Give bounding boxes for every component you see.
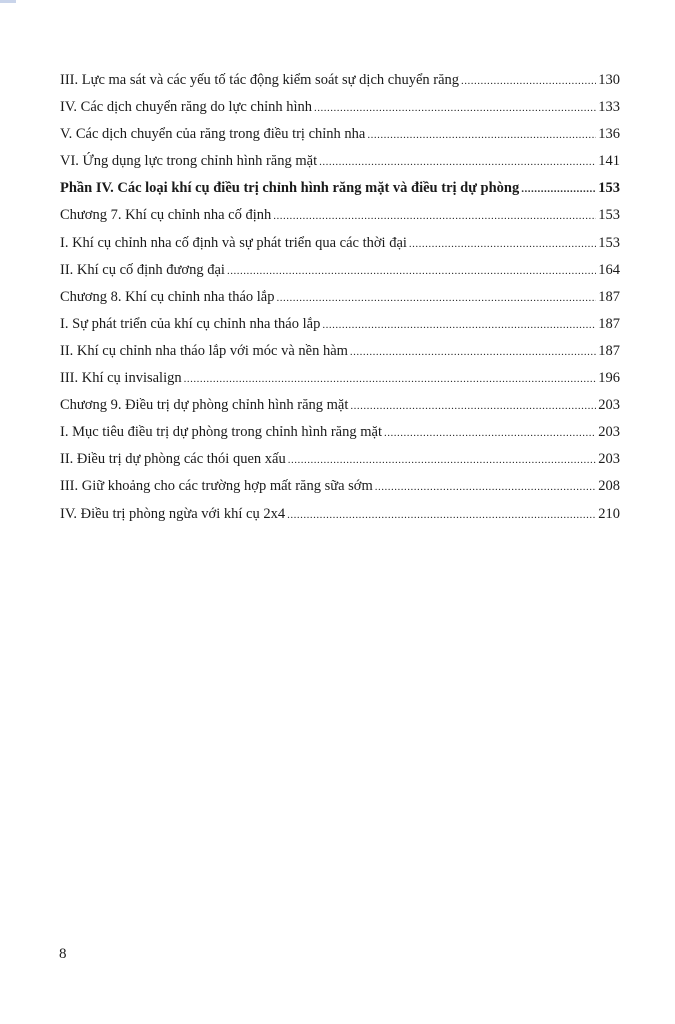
toc-entry-page: 203: [598, 424, 620, 441]
toc-entry-page: 136: [598, 126, 620, 143]
toc-entry-title: Chương 7. Khí cụ chỉnh nha cố định: [60, 207, 272, 224]
toc-dot-leader: [184, 369, 596, 389]
toc-entry-title: II. Điều trị dự phòng các thói quen xấu: [60, 451, 286, 468]
toc-entry: [60, 504, 620, 531]
toc-entry-page: 196: [598, 370, 620, 387]
toc-dot-leader: [521, 179, 596, 199]
toc-dot-leader: [314, 98, 596, 118]
toc-entry-page: 210: [598, 505, 620, 522]
toc-entry-title: I. Khí cụ chỉnh nha cố định và sự phát triển qua các thời đại: [60, 234, 407, 251]
toc-dot-leader: [288, 450, 596, 470]
toc-dot-leader: [276, 288, 596, 308]
toc-entry-title: Phần IV. Các loại khí cụ điều trị chỉnh hình răng mặt và điều trị dự phòng: [60, 180, 520, 197]
toc-entry-title: II. Khí cụ cố định đương đại: [60, 261, 225, 278]
toc-entry-page: 164: [598, 261, 620, 278]
toc-entry-page: 203: [598, 451, 620, 468]
toc-entry: [60, 124, 620, 151]
toc-entry-page: 208: [598, 478, 620, 495]
toc-chapter-entry: [60, 395, 620, 422]
toc-entry-page: 153: [598, 234, 620, 251]
toc-entry-page: 187: [598, 315, 620, 332]
toc-dot-leader: [350, 396, 596, 416]
toc-entry: [60, 97, 620, 124]
toc-entry-title: II. Khí cụ chỉnh nha tháo lắp với móc và nền hàm: [60, 342, 348, 359]
toc-entry-title: IV. Điều trị phòng ngừa với khí cụ 2x4: [60, 505, 286, 522]
toc-dot-leader: [461, 71, 596, 91]
toc-entry: [60, 341, 620, 368]
toc-entry-title: IV. Các dịch chuyển răng do lực chỉnh hình: [60, 99, 313, 116]
toc-dot-leader: [287, 505, 596, 525]
toc-entry-page: 153: [598, 180, 620, 197]
toc-entry-title: III. Khí cụ invisalign: [60, 370, 182, 387]
page-number: 8: [59, 946, 67, 962]
toc-dot-leader: [384, 423, 596, 443]
toc-entry: [60, 422, 620, 449]
toc-entry-page: 141: [598, 153, 620, 170]
scan-corner-mark: [0, 0, 16, 3]
toc-entry-title: III. Giữ khoảng cho các trường hợp mất răng sữa sớm: [60, 478, 373, 495]
toc-entry: [60, 70, 620, 97]
toc-entry: [60, 449, 620, 476]
toc-chapter-entry: [60, 287, 620, 314]
toc-entry-page: 187: [598, 342, 620, 359]
toc-entry-title: V. Các dịch chuyển của răng trong điều trị chỉnh nha: [60, 126, 366, 143]
toc-entry-title: I. Sự phát triển của khí cụ chỉnh nha tháo lắp: [60, 315, 321, 332]
toc-entry: [60, 260, 620, 287]
toc-dot-leader: [350, 342, 596, 362]
toc-entry: [60, 314, 620, 341]
table-of-contents: [60, 70, 620, 531]
toc-chapter-entry: [60, 205, 620, 232]
toc-entry-page: 203: [598, 397, 620, 414]
toc-part-heading: [60, 178, 620, 205]
toc-dot-leader: [319, 152, 596, 172]
toc-entry-title: I. Mục tiêu điều trị dự phòng trong chỉnh hình răng mặt: [60, 424, 382, 441]
toc-dot-leader: [375, 477, 596, 497]
toc-entry-title: VI. Ứng dụng lực trong chỉnh hình răng mặt: [60, 153, 318, 170]
toc-entry-title: III. Lực ma sát và các yếu tố tác động kiểm soát sự dịch chuyển răng: [60, 72, 460, 88]
toc-entry: [60, 476, 620, 503]
toc-dot-leader: [273, 206, 596, 226]
toc-entry-page: 130: [598, 72, 620, 88]
toc-entry-page: 133: [598, 99, 620, 116]
toc-dot-leader: [409, 234, 596, 254]
toc-entry: [60, 151, 620, 178]
toc-entry-title: Chương 8. Khí cụ chỉnh nha tháo lắp: [60, 288, 275, 305]
toc-dot-leader: [367, 125, 596, 145]
toc-entry-title: Chương 9. Điều trị dự phòng chỉnh hình răng mặt: [60, 397, 349, 414]
toc-dot-leader: [322, 315, 596, 335]
toc-entry: [60, 368, 620, 395]
toc-entry-page: 153: [598, 207, 620, 224]
toc-dot-leader: [227, 261, 596, 281]
toc-entry: [60, 233, 620, 260]
toc-entry-page: 187: [598, 288, 620, 305]
